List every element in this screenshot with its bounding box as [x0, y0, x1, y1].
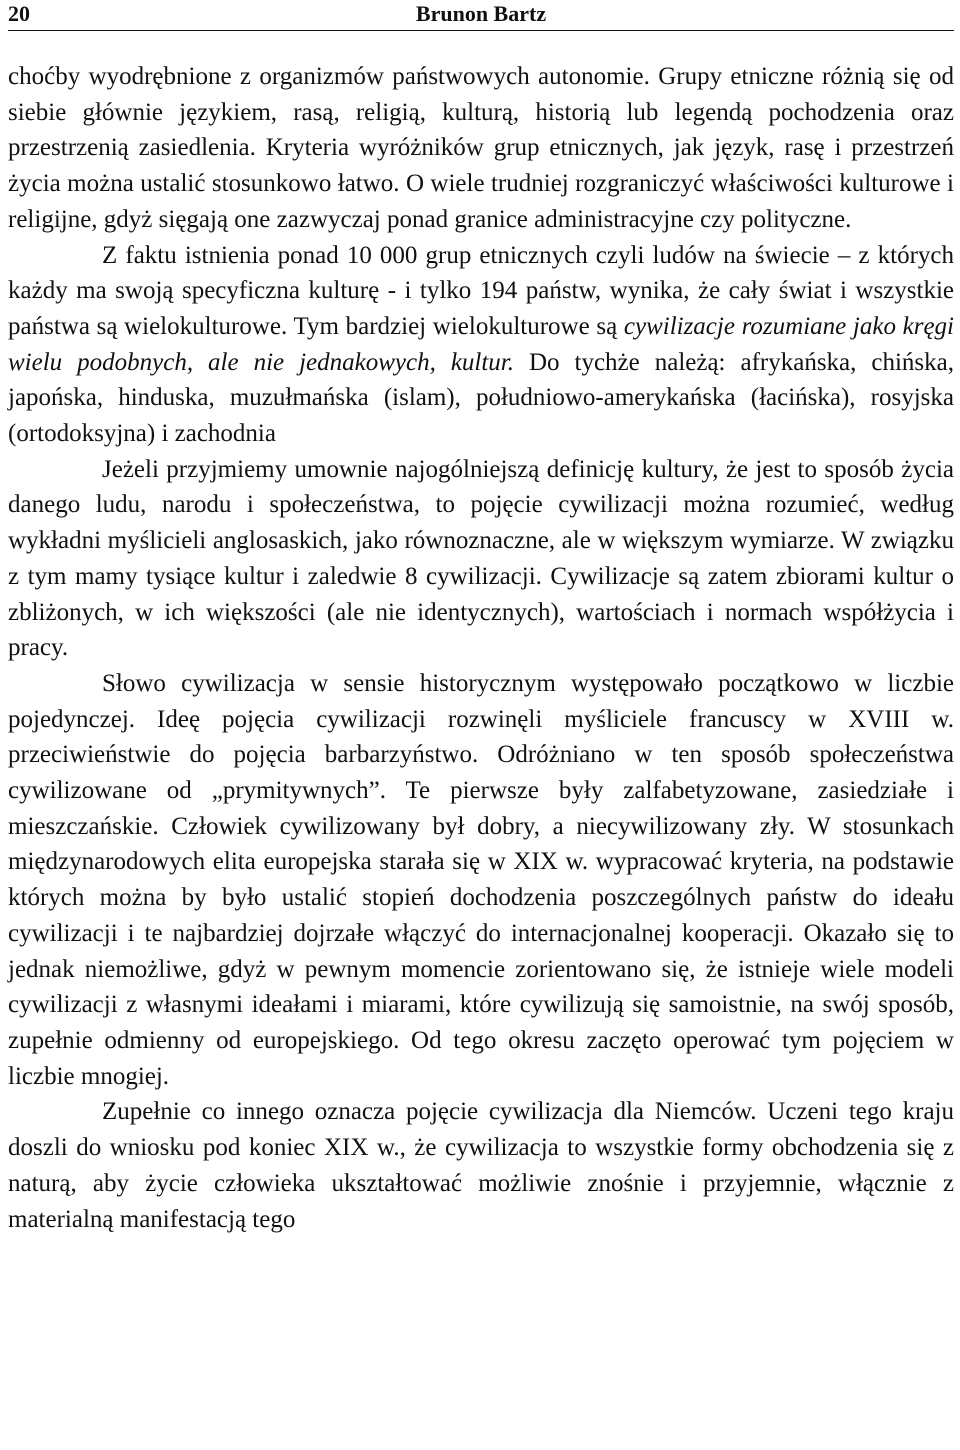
body-text	[8, 59, 954, 1237]
running-header	[8, 0, 954, 31]
paragraph-3: Jeżeli przyjmiemy umownie najogólniejszą definicję kultury, że jest to sposób życia danego ludu, narodu i społeczeństwa, to pojęcie cywilizacji można rozumieć, według wykładni myślicieli anglosaskich, jako równoznaczne, ale w większym wymiarze. W związku z tym mamy tysiące kultur i zaledwie 8 cywilizacji. Cywilizacje są zatem zbiorami kultur o zbliżonych, w ich większości (ale nie identycznych), wartościach i normach współżycia i pracy.	[8, 455, 954, 662]
paragraph-2-italic: cywilizacje rozumiane jako kręgi wielu podobnych, ale nie jednakowych, kultur.	[8, 312, 954, 376]
paragraph-2	[8, 238, 954, 452]
page-number: 20	[8, 1, 30, 26]
paragraph-1: choćby wyodrębnione z organizmów państwowych autonomie. Grupy etniczne różnią się od siebie głównie językiem, rasą, religią, kulturą, historią lub legendą pochodzenia oraz przestrzenią zasiedlenia. Kryteria wyróżników grup etnicznych, jak język, rasę i przestrzeń życia można ustalić stosunkowo łatwo. O wiele trudniej rozgraniczyć właściwości kulturowe i religijne, gdyż sięgają one zazwyczaj ponad granice administracyjne czy polityczne.	[8, 63, 954, 233]
paragraph-5: Zupełnie co innego oznacza pojęcie cywilizacja dla Niemców. Uczeni tego kraju doszli do wniosku pod koniec XIX w., że cywilizacja to wszystkie formy obchodzenia się z naturą, aby życie człowieka ukształtować możliwie znośnie i przyjemnie, włącznie z materialną manifestacją tego	[8, 1098, 954, 1233]
page	[8, 0, 954, 1237]
running-title: Brunon Bartz	[415, 1, 547, 26]
paragraph-4: Słowo cywilizacja w sensie historycznym występowało początkowo w liczbie pojedynczej. Ideę pojęcia cywilizacji rozwinęli myśliciele francuscy w XVIII w. przeciwieństwie do pojęcia barbarzyństwo. Odróżniano w ten sposób społeczeństwa cywilizowane od „prymitywnych”. Te pierwsze były zalfabetyzowane, zasiedziałe i mieszczańskie. Człowiek cywilizowany był dobry, a niecywilizowany zły. W stosunkach międzynarodowych elita europejska starała się w XIX w. wypracować kryteria, na podstawie których można by było ustalić stopień dochodzenia poszczególnych państw do ideału cywilizacji i te najbardziej dojrzałe włączyć do internacjonalnej kooperacji. Okazało się to jednak niemożliwe, gdyż w pewnym momencie zorientowano się, że istnieje wiele modeli cywilizacji z własnymi ideałami i miarami, które cywilizują się samoistnie, na swój sposób, zupełnie odmienny od europejskiego. Od tego okresu zaczęto operować tym pojęciem w liczbie mnogiej.	[8, 669, 954, 1090]
paragraph-2-text-end: Do tychże należą: afrykańska, chińska, japońska, hinduska, muzułmańska (islam), południowo-amerykańska (łacińska), rosyjska (ortodoksyjna) i zachodnia	[8, 348, 954, 448]
paragraph-2-text: Z faktu istnienia ponad 10 000 grup etnicznych czyli ludów na świecie – z których każdy ma swoją specyficzna kulturę - i tylko 194 państw, wynika, że cały świat i wszystkie państwa są wielokulturowe. Tym bardziej wielokulturowe są	[8, 241, 954, 340]
